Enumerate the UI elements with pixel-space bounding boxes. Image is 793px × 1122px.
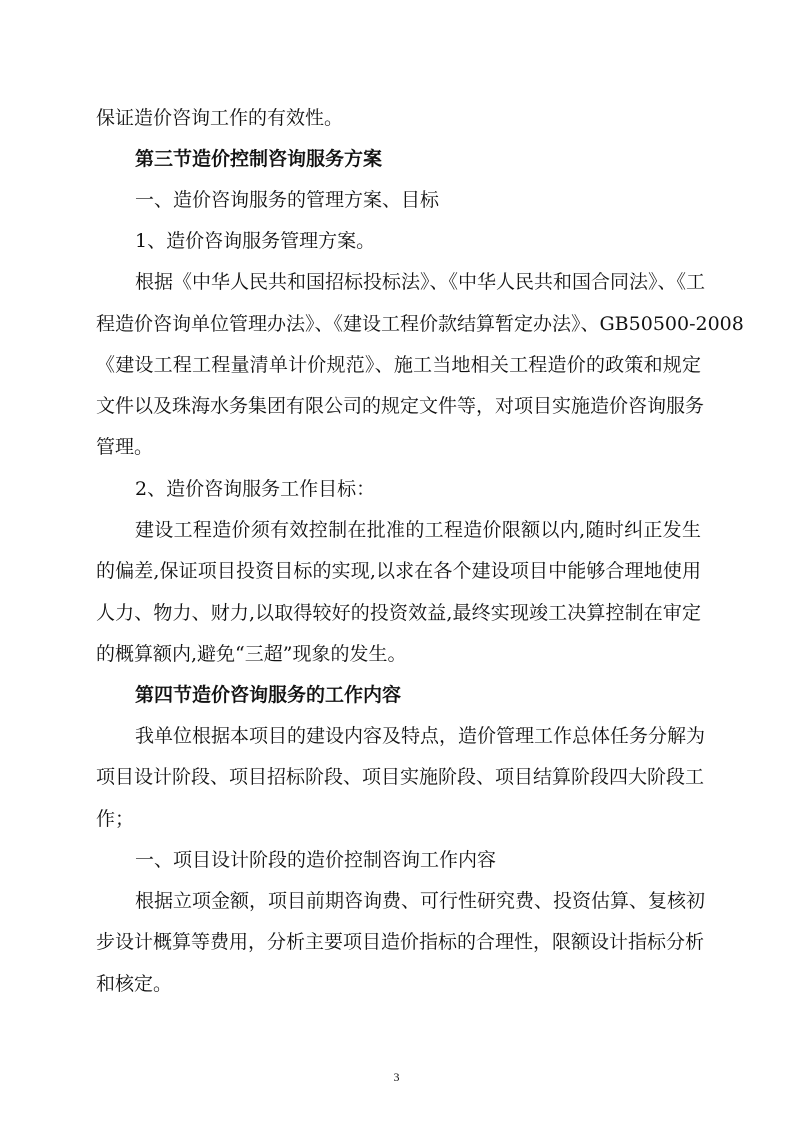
- text-line: 《建设工程工程量清单计价规范》、施工当地相关工程造价的政策和规定: [96, 354, 701, 376]
- text-line: 人力、物力、财力,以取得较好的投资效益,最终实现竣工决算控制在审定: [96, 602, 701, 624]
- section-heading: 第四节造价咨询服务的工作内容: [135, 684, 402, 706]
- text-line: 和核定。: [96, 973, 173, 995]
- subheading: 一、项目设计阶段的造价控制咨询工作内容: [135, 849, 497, 871]
- text-line: 的偏差,保证项目投资目标的实现,以求在各个建设项目中能够合理地使用: [96, 560, 701, 582]
- text-line: 的概算额内,避免“三超”现象的发生。: [96, 643, 407, 665]
- subheading: 1、造价咨询服务管理方案。: [135, 230, 376, 252]
- section-heading: 第三节造价控制咨询服务方案: [135, 148, 383, 170]
- text-line: 管理。: [96, 436, 154, 458]
- text-line: 作；: [96, 808, 135, 830]
- text-line: 项目设计阶段、项目招标阶段、项目实施阶段、项目结算阶段四大阶段工: [96, 766, 705, 788]
- page-number: 3: [393, 1070, 400, 1084]
- text-line: 我单位根据本项目的建设内容及特点，造价管理工作总体任务分解为: [135, 725, 706, 747]
- text-line: 步设计概算等费用，分析主要项目造价指标的合理性，限额设计指标分析: [96, 931, 705, 953]
- text-line: 保证造价咨询工作的有效性。: [96, 107, 344, 129]
- text-line: 根据立项金额，项目前期咨询费、可行性研究费、投资估算、复核初: [135, 890, 706, 912]
- subheading: 2、造价咨询服务工作目标：: [135, 478, 376, 500]
- text-line: 建设工程造价须有效控制在批准的工程造价限额以内,随时纠正发生: [135, 519, 701, 541]
- text-line: 根据《中华人民共和国招标投标法》、《中华人民共和国合同法》、《工: [135, 271, 706, 293]
- text-line: 文件以及珠海水务集团有限公司的规定文件等，对项目实施造价咨询服务: [96, 395, 705, 417]
- subheading: 一、造价咨询服务的管理方案、目标: [135, 189, 440, 211]
- text-line: 程造价咨询单位管理办法》、《建设工程价款结算暂定办法》、GB50500-2008: [96, 313, 744, 335]
